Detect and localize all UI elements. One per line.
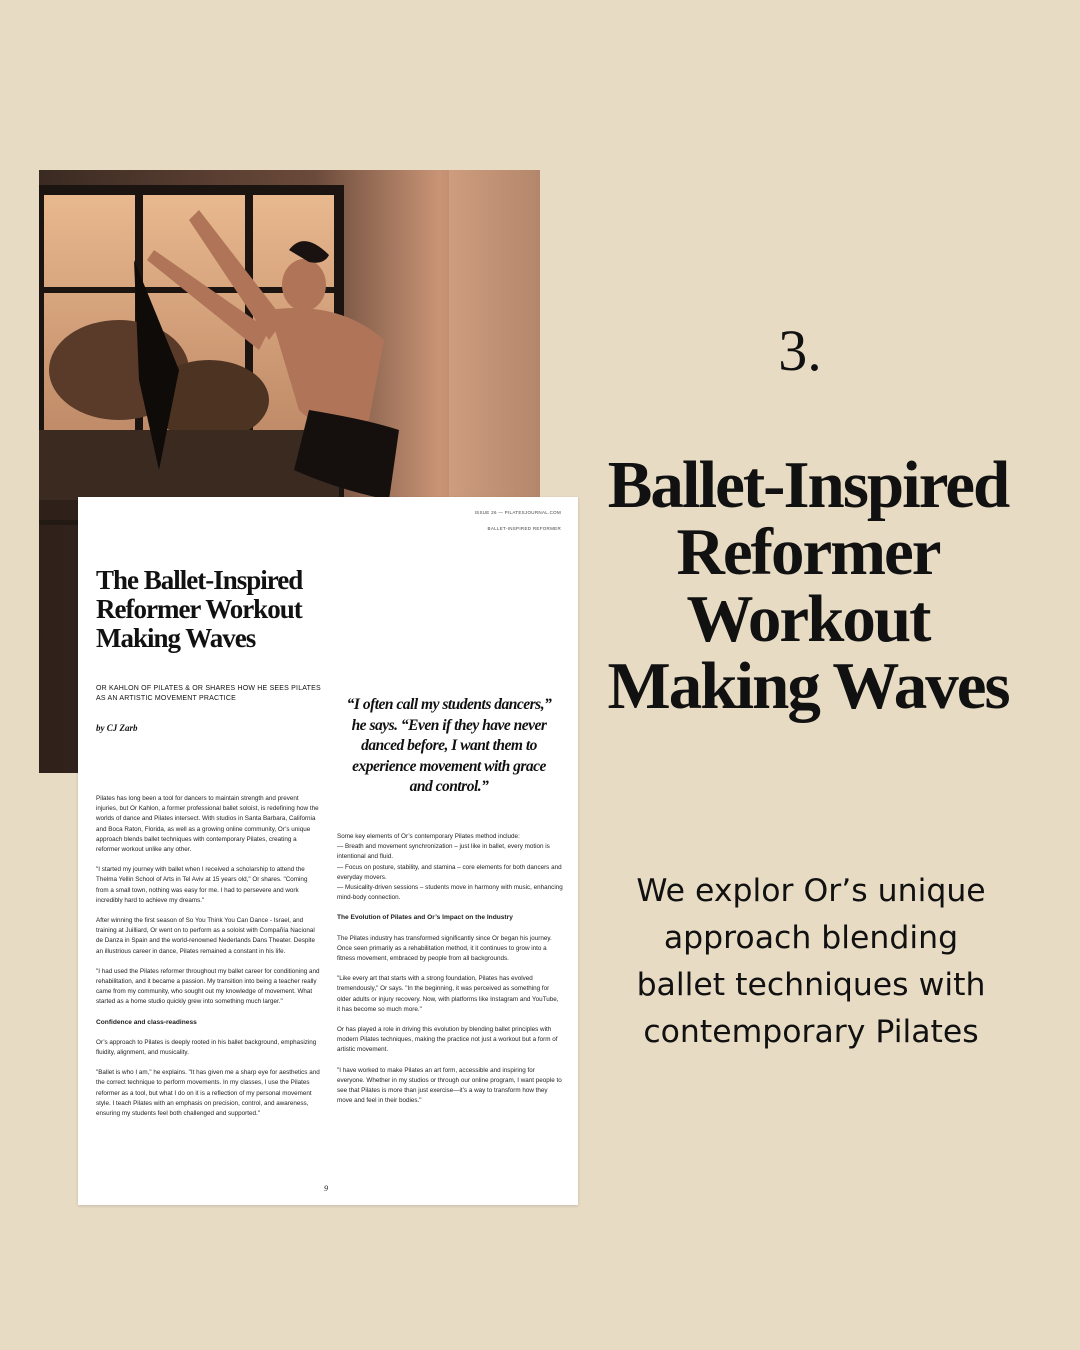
paragraph: Or has played a role in driving this evolution by blending ballet principles with modern Pilates techniques, making the practice not just a workout but a form of artistic movement.: [337, 1026, 558, 1054]
paragraph: Pilates has long been a tool for dancers to maintain strength and prevent injuries, but Or Kahlon, a former professional ballet soloist, is redefining how the worlds of dance and Pilates intersect. With studios in Santa Barbara, California and Boca Raton, Florida, as well as a growing online community, Or’s unique approach blends ballet techniques with contemporary Pilates, creating a reformer workout unlike any other.: [96, 795, 319, 854]
paragraph: "I have worked to make Pilates an art form, accessible and inspiring for everyone. Whether in my studios or through our online program, I want people to see that Pilates is more than just exercise—it’s a way to transform how they move and feel in their bodies.": [337, 1066, 562, 1105]
article-title: The Ballet-Inspired Reformer Workout Making Waves: [96, 565, 303, 653]
page-number: 9: [324, 1184, 328, 1193]
issue-header: ISSUE 26 — PILATESJOURNAL.COM: [474, 510, 561, 515]
paragraph: The Pilates industry has transformed significantly since Or began his journey. Once seen primarily as a rehabilitation method, it it continues to grow into a fitness movement, embraced by people from all backgrounds.: [337, 934, 552, 963]
slide-title: Ballet-Inspired Reformer Workout Making Waves: [607, 448, 1009, 723]
article-subtitle: OR KAHLON OF PILATES & OR SHARES HOW HE SEES PILATES AS AN ARTISTIC MOVEMENT PRACTICE: [96, 685, 321, 702]
list-item: — Breath and movement synchronization – just like in ballet, every motion is intentional and fluid.: [337, 843, 550, 861]
paragraph: After winning the first season of So You Think You Can Dance - Israel, and training at Juilliard, Or went on to perform as a soloist with Compañía Nacional de Danza in Spain and the world-renowned Nederlands Dans Theater. Despite an illustrious career in dance, Pilates remained a constant in his life.: [96, 917, 316, 955]
section-heading: Confidence and class-readiness: [96, 1018, 197, 1026]
right-column: [337, 832, 563, 1116]
left-column: [96, 794, 321, 1129]
magazine-page: [78, 497, 578, 1205]
list-intro: Some key elements of Or’s contemporary Pilates method include:: [337, 833, 520, 840]
section-header: BALLET-INSPIRED REFORMER: [487, 526, 561, 531]
paragraph: "Ballet is who I am," he explains. "It has given me a sharp eye for aesthetics and the correct technique to perform movements. In my classes, I use the Pilates reformer as a tool, but what I do on it is a reflection of my personal movement style. I teach Pilates with an emphasis on precision, control, and awareness, ensuring my students feel both challenged and supported.": [96, 1069, 320, 1118]
paragraph: Or’s approach to Pilates is deeply rooted in his ballet background, emphasizing fluidity, alignment, and musicality.: [96, 1038, 317, 1057]
pull-quote: “I often call my students dancers,” he says. “Even if they have never danced before, I want them to experience movement with grace and control.”: [346, 696, 552, 795]
paragraph: "I started my journey with ballet when I received a scholarship to attend the Thelma Yellin School of Arts in Tel Aviv at 15 years old," Or shares. "Coming from a small town, nothing was easy for me. I had to persevere and work incredibly hard to achieve my dreams.": [96, 866, 308, 904]
list-item: — Focus on posture, stability, and stamina – core elements for both dancers and everyday movers.: [337, 863, 562, 881]
slide-description: We explor Or’s unique approach blending ballet techniques with contemporary Pilates: [636, 873, 986, 1050]
list-item: — Musicality-driven sessions – students move in harmony with music, enhancing mind-body connection.: [337, 884, 563, 902]
section-heading: The Evolution of Pilates and Or’s Impact on the Industry: [337, 914, 513, 922]
paragraph: "Like every art that starts with a strong foundation, Pilates has evolved tremendously," Or says. "In the beginning, it was perceived as something for older adults or injury recovery. Now, with platforms like Instagram and YouTube, it has become so much more.": [337, 975, 559, 1013]
byline: by CJ Zarb: [96, 723, 138, 733]
slide-number: 3.: [778, 318, 822, 383]
paragraph: "I had used the Pilates reformer throughout my ballet career for conditioning and rehabilitation, and it became a passion. My transition into being a teacher really came from my community, who sought out my knowledge of movement. What started as a home studio quickly grew into something much larger.": [96, 967, 320, 1006]
